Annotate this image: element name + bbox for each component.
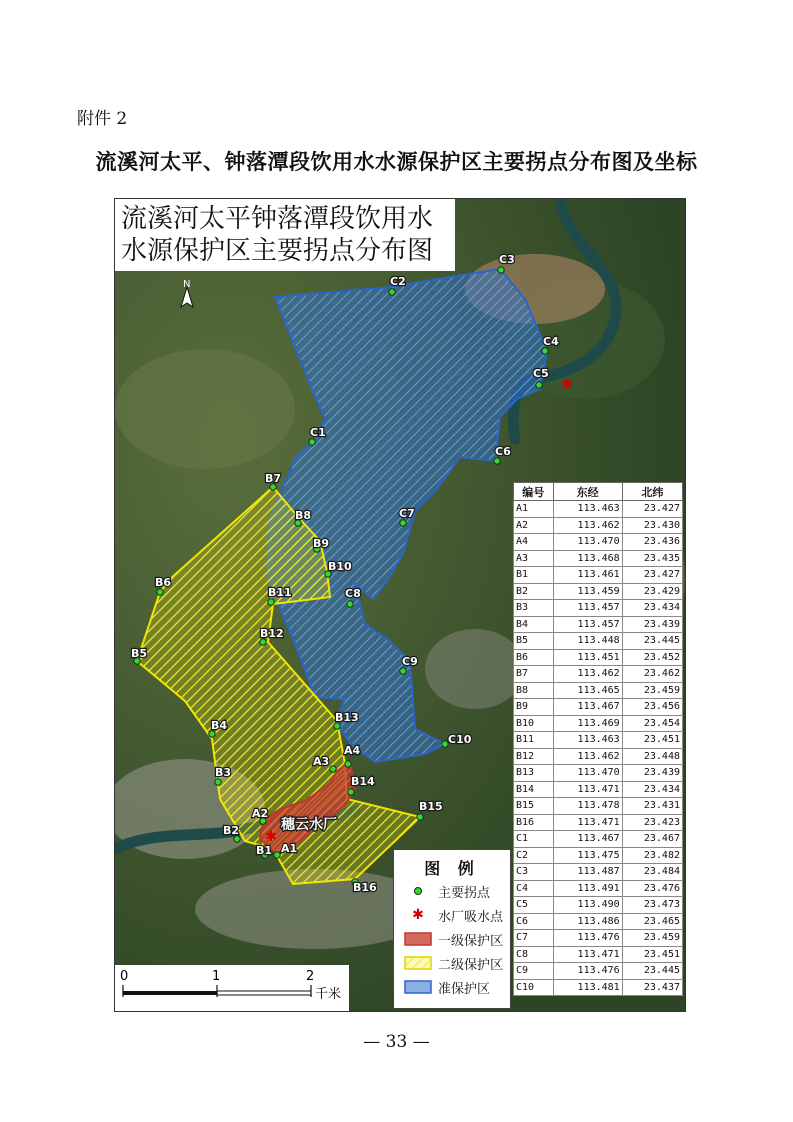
cell-lon: 113.476: [553, 963, 622, 980]
point-B14: [348, 789, 354, 795]
label-C6: C6: [495, 445, 511, 458]
cell-lat: 23.437: [622, 979, 682, 996]
cell-id: C1: [514, 831, 554, 848]
cell-id: C3: [514, 864, 554, 881]
cell-lat: 23.448: [622, 748, 682, 765]
cell-lat: 23.459: [622, 682, 682, 699]
label-B1: B1: [256, 844, 273, 857]
red-star-icon: ✱: [412, 907, 424, 923]
green-dot-icon: [404, 884, 432, 898]
table-row: [514, 979, 683, 996]
cell-lon: 113.471: [553, 946, 622, 963]
cell-lat: 23.454: [622, 715, 682, 732]
table-row: [514, 567, 683, 584]
point-B11: [268, 599, 274, 605]
cell-lon: 113.486: [553, 913, 622, 930]
legend-label: 水厂吸水点: [438, 909, 504, 925]
table-row: [514, 649, 683, 666]
label-A2: A2: [252, 807, 269, 820]
label-B12: B12: [260, 627, 284, 640]
cell-lon: 113.491: [553, 880, 622, 897]
cell-lat: 23.465: [622, 913, 682, 930]
legend-label: 准保护区: [438, 981, 491, 997]
table-row: [514, 517, 683, 534]
cell-lon: 113.448: [553, 633, 622, 650]
label-C1: C1: [310, 426, 326, 439]
cell-id: B6: [514, 649, 554, 666]
cell-id: C5: [514, 897, 554, 914]
cell-lon: 113.462: [553, 517, 622, 534]
cell-lon: 113.462: [553, 748, 622, 765]
table-row: [514, 600, 683, 617]
svg-text:2: 2: [306, 969, 315, 984]
table-row: [514, 963, 683, 980]
cell-id: B15: [514, 798, 554, 815]
label-B14: B14: [351, 775, 375, 788]
svg-text:1: 1: [212, 969, 221, 984]
legend-item-primary: [394, 927, 510, 951]
cell-lat: 23.427: [622, 567, 682, 584]
cell-lat: 23.473: [622, 897, 682, 914]
legend-label: 二级保护区: [438, 957, 504, 973]
label-B15: B15: [419, 800, 443, 813]
cell-lat: 23.451: [622, 946, 682, 963]
cell-id: C6: [514, 913, 554, 930]
cell-lat: 23.434: [622, 600, 682, 617]
map-title: [115, 199, 455, 271]
cell-lat: 23.436: [622, 534, 682, 551]
cell-lon: 113.471: [553, 781, 622, 798]
cell-lat: 23.467: [622, 831, 682, 848]
point-B3: [215, 779, 221, 785]
cell-lat: 23.476: [622, 880, 682, 897]
label-A1: A1: [281, 842, 298, 855]
label-B7: B7: [265, 472, 282, 485]
cell-lon: 113.457: [553, 616, 622, 633]
cell-lon: 113.467: [553, 699, 622, 716]
label-C9: C9: [402, 655, 418, 668]
page-number: — 33 —: [363, 1032, 430, 1052]
table-row: [514, 880, 683, 897]
cell-lon: 113.487: [553, 864, 622, 881]
yellow-hatch-icon: [404, 956, 432, 970]
map-legend: [393, 849, 511, 1009]
cell-lat: 23.423: [622, 814, 682, 831]
point-C9: [400, 668, 406, 674]
document-title: 流溪河太平、钟落潭段饮用水水源保护区主要拐点分布图及坐标: [95, 150, 698, 174]
label-C2: C2: [390, 275, 406, 288]
legend-title: 图 例: [424, 859, 480, 878]
table-row: [514, 534, 683, 551]
table-row: [514, 765, 683, 782]
cell-lat: 23.439: [622, 765, 682, 782]
point-C4: [542, 348, 548, 354]
cell-id: A4: [514, 534, 554, 551]
point-B15: [417, 814, 423, 820]
cell-lon: 113.467: [553, 831, 622, 848]
point-B6: [157, 589, 163, 595]
table-row: [514, 616, 683, 633]
cell-lat: 23.462: [622, 666, 682, 683]
cell-id: B2: [514, 583, 554, 600]
table-row: [514, 814, 683, 831]
label-B4: B4: [211, 719, 228, 732]
cell-id: C10: [514, 979, 554, 996]
point-C1: [309, 439, 315, 445]
cell-lat: 23.451: [622, 732, 682, 749]
cell-id: C9: [514, 963, 554, 980]
cell-lat: 23.484: [622, 864, 682, 881]
point-C7: [400, 520, 406, 526]
label-B16: B16: [353, 881, 377, 894]
table-row: [514, 798, 683, 815]
cell-id: B8: [514, 682, 554, 699]
cell-lon: 113.463: [553, 501, 622, 518]
cell-lon: 113.451: [553, 649, 622, 666]
table-row: [514, 633, 683, 650]
label-C8: C8: [345, 587, 361, 600]
cell-lon: 113.461: [553, 567, 622, 584]
cell-id: A2: [514, 517, 554, 534]
table-row: [514, 897, 683, 914]
table-row: [514, 946, 683, 963]
scale-bar: [115, 965, 349, 1011]
cell-lat: 23.427: [622, 501, 682, 518]
cell-id: B14: [514, 781, 554, 798]
cell-lat: 23.452: [622, 649, 682, 666]
cell-lat: 23.431: [622, 798, 682, 815]
coordinate-table: [513, 482, 683, 996]
legend-label: 主要拐点: [438, 885, 491, 901]
legend-label: 一级保护区: [438, 933, 504, 949]
table-row: [514, 715, 683, 732]
cell-id: B11: [514, 732, 554, 749]
cell-id: C2: [514, 847, 554, 864]
cell-id: B10: [514, 715, 554, 732]
terrain-patch: [115, 349, 295, 469]
cell-lon: 113.490: [553, 897, 622, 914]
cell-lat: 23.459: [622, 930, 682, 947]
table-row: [514, 930, 683, 947]
table-row: [514, 781, 683, 798]
map-frame: [114, 198, 686, 1012]
cell-lon: 113.475: [553, 847, 622, 864]
label-C10: C10: [448, 733, 472, 746]
cell-id: B7: [514, 666, 554, 683]
urban-area: [425, 629, 525, 709]
cell-lon: 113.481: [553, 979, 622, 996]
cell-id: C4: [514, 880, 554, 897]
cell-id: B13: [514, 765, 554, 782]
table-row: [514, 501, 683, 518]
label-B6: B6: [155, 576, 172, 589]
label-C7: C7: [399, 507, 415, 520]
label-A4: A4: [344, 744, 361, 757]
cell-lat: 23.439: [622, 616, 682, 633]
cell-lon: 113.463: [553, 732, 622, 749]
table-row: [514, 550, 683, 567]
cell-lat: 23.429: [622, 583, 682, 600]
point-C2: [389, 289, 395, 295]
cell-id: B16: [514, 814, 554, 831]
label-B5: B5: [131, 647, 148, 660]
header-lat: 北纬: [622, 483, 682, 501]
cell-lon: 113.476: [553, 930, 622, 947]
intake-star-icon: ✱: [561, 377, 573, 393]
red-hatch-icon: [404, 932, 432, 946]
table-header-row: [514, 483, 683, 501]
table-row: [514, 666, 683, 683]
svg-text:N: N: [183, 279, 191, 290]
water-plant-label: 穗云水厂: [281, 817, 337, 833]
table-body: [514, 501, 683, 996]
cell-lon: 113.470: [553, 765, 622, 782]
table-row: [514, 583, 683, 600]
label-B8: B8: [295, 509, 312, 522]
svg-text:0: 0: [120, 969, 129, 984]
point-C5: [536, 382, 542, 388]
label-B11: B11: [268, 586, 292, 599]
table-row: [514, 864, 683, 881]
cell-id: B12: [514, 748, 554, 765]
cell-lat: 23.445: [622, 963, 682, 980]
point-C3: [498, 267, 504, 273]
cell-lon: 113.462: [553, 666, 622, 683]
label-B10: B10: [328, 560, 352, 573]
point-C8: [347, 601, 353, 607]
legend-item-secondary: [394, 951, 510, 975]
cell-lat: 23.445: [622, 633, 682, 650]
cell-lon: 113.470: [553, 534, 622, 551]
point-A4: [345, 761, 351, 767]
cell-lat: 23.435: [622, 550, 682, 567]
label-B2: B2: [223, 824, 240, 837]
table-row: [514, 699, 683, 716]
label-C4: C4: [543, 335, 559, 348]
cell-lon: 113.457: [553, 600, 622, 617]
cell-lat: 23.482: [622, 847, 682, 864]
cell-id: C8: [514, 946, 554, 963]
cell-lon: 113.471: [553, 814, 622, 831]
cell-lon: 113.468: [553, 550, 622, 567]
blue-hatch-icon: [404, 980, 432, 994]
cell-lon: 113.465: [553, 682, 622, 699]
point-A3: [330, 766, 336, 772]
table-row: [514, 831, 683, 848]
cell-lat: 23.430: [622, 517, 682, 534]
header-id: 编号: [514, 483, 554, 501]
label-C5: C5: [533, 367, 549, 380]
map-title-line1: 流溪河太平钟落潭段饮用水: [121, 204, 434, 234]
header-lon: 东经: [553, 483, 622, 501]
cell-id: A1: [514, 501, 554, 518]
attachment-label: 附件 2: [77, 109, 128, 129]
point-A1: [274, 852, 280, 858]
cell-lat: 23.456: [622, 699, 682, 716]
label-C3: C3: [499, 253, 515, 266]
cell-id: B3: [514, 600, 554, 617]
cell-id: A3: [514, 550, 554, 567]
cell-id: B9: [514, 699, 554, 716]
svg-text:千米: 千米: [315, 987, 342, 1002]
cell-lon: 113.459: [553, 583, 622, 600]
legend-item-intake: [394, 903, 510, 927]
cell-id: B1: [514, 567, 554, 584]
table-row: [514, 682, 683, 699]
point-C6: [494, 458, 500, 464]
cell-lon: 113.478: [553, 798, 622, 815]
legend-item-quasi: [394, 975, 510, 999]
map-title-line2: 水源保护区主要拐点分布图: [121, 236, 434, 266]
cell-id: C7: [514, 930, 554, 947]
label-A3: A3: [313, 755, 330, 768]
label-B13: B13: [335, 711, 359, 724]
label-B9: B9: [313, 537, 330, 550]
scale-bar-graphic: [115, 965, 349, 1011]
legend-item-point: [394, 879, 510, 903]
table-row: [514, 913, 683, 930]
label-B3: B3: [215, 766, 232, 779]
cell-id: B4: [514, 616, 554, 633]
cell-id: B5: [514, 633, 554, 650]
intake-star-icon: ✱: [265, 829, 277, 845]
table-row: [514, 748, 683, 765]
cell-lon: 113.469: [553, 715, 622, 732]
cell-lat: 23.434: [622, 781, 682, 798]
table-row: [514, 847, 683, 864]
table-row: [514, 732, 683, 749]
